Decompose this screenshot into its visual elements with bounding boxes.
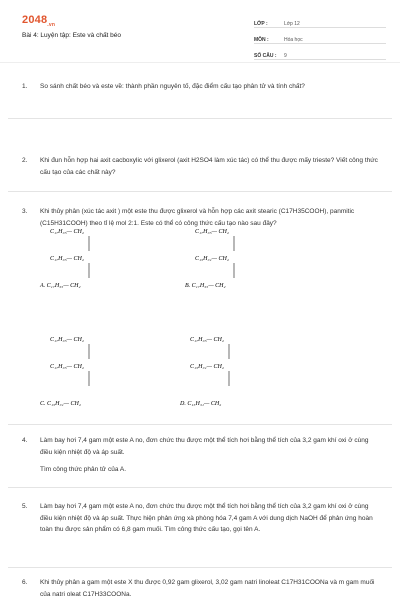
option-a-r1: C₁₇H₃₅— CH₂ [50, 229, 84, 235]
meta-question-count: SỐ CÂU : 9 [254, 46, 386, 60]
meta-subject: MÔN : Hóa học [254, 30, 386, 44]
option-c-r3: C. C₁₅H₃₁— CH₂ [40, 401, 81, 407]
lesson-meta [254, 14, 386, 62]
option-c-r2: C₁₇H₃₅— CH₂ [50, 364, 84, 370]
question-4: 4. Làm bay hơi 7,4 gam một este A no, đơn chức thu được một thể tích hơi bằng thể tích của 3,2 gam khí oxi ở cùng điều kiện nhiệt độ và áp suất. Tìm công thức phân tử của A. [22, 437, 369, 473]
option-c-r1: C₁₇H₃₅— CH₂ [50, 337, 84, 343]
question-3: 3. Khi thủy phân (xúc tác axit ) một este thu được glixerol và hỗn hợp các axit stearic (C17H35COOH), panmitic (C15H31COOH) theo tỉ lệ mol 2:1. Este có thể có công thức cấu tạo nào sau đây? [22, 208, 355, 227]
option-c-structure [40, 333, 150, 413]
option-a-r2: C₁₇H₃₅— CH₂ [50, 256, 84, 262]
option-d-structure [180, 333, 290, 413]
option-d-r1: C₁₇H₃₅— CH₂ [190, 337, 224, 343]
divider [8, 424, 392, 425]
option-d-r2: C₁₅H₃₁— CH₂ [190, 364, 224, 370]
question-1: 1. So sánh chất béo và este về: thành phần nguyên tố, đặc điểm cấu tạo phân tử và tính chất? [22, 83, 305, 90]
divider [8, 118, 392, 119]
lesson-title: Bài 4: Luyện tập: Este và chất béo [22, 32, 122, 39]
question-2: 2. Khi đun hỗn hợp hai axit cacboxylic với glixerol (axit H2SO4 làm xúc tác) có thể thu được mấy trieste? Viết công thức cấu tạo của các chất này? [22, 157, 378, 176]
site-logo[interactable]: $2048_{.vn}$ [22, 14, 56, 29]
option-a-r3: A. C₁₇H₃₅— CH₂ [40, 283, 81, 289]
option-b-r3: B. C₁₇H₃₅— CH₂ [185, 283, 226, 289]
divider [8, 191, 392, 192]
divider [8, 487, 392, 488]
option-b-structure [185, 225, 295, 305]
option-b[interactable] [185, 225, 295, 307]
option-a-structure [40, 225, 150, 305]
option-c[interactable] [40, 333, 150, 415]
option-d-r3: D. C₁₅H₃₁— CH₂ [180, 401, 222, 407]
question-5: 5. Làm bay hơi 7,4 gam một este A no, đơn chức thu được một thể tích hơi bằng thể tích của 3,2 gam khí oxi ở cùng điều kiện nhiệt độ và áp suất. Thực hiện phản ứng xà phòng hóa 7,4 gam A với dung dịch NaOH để phản ứng hoàn toàn thu được sản phẩm có 6,8 gam muối. Tìm công thức cấu tạo, gọi tên A. [22, 503, 373, 533]
option-d[interactable] [180, 333, 290, 415]
option-b-r1: C₁₇H₃₅— CH₂ [195, 229, 229, 235]
option-b-r2: C₁₅H₃₁— CH₂ [195, 256, 229, 262]
option-a[interactable] [40, 225, 150, 307]
meta-class: LỚP : Lớp 12 [254, 14, 386, 28]
question-6: 6. Khi thủy phân a gam một este X thu được 0,92 gam glixerol, 3,02 gam natri linoleat C17H31COONa và m gam muối của natri oleat C17H33COONa. [22, 579, 375, 598]
divider [8, 567, 392, 568]
page-header [0, 0, 400, 63]
